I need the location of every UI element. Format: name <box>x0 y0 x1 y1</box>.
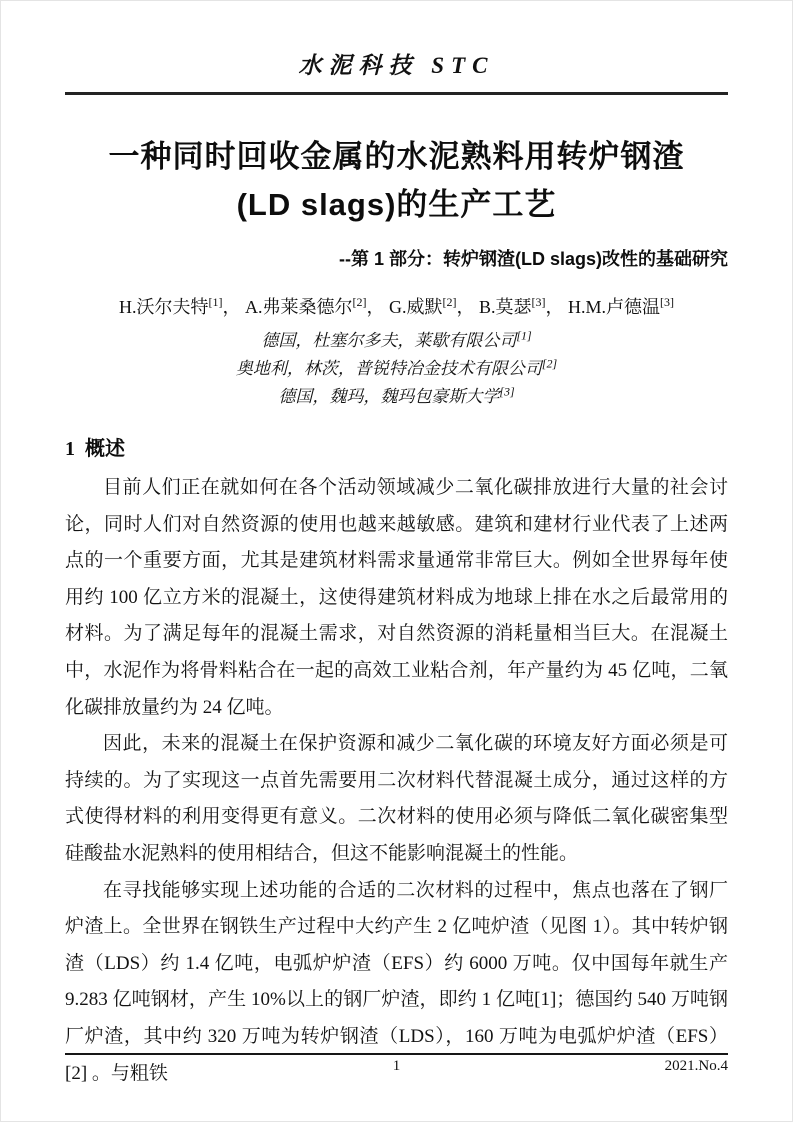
authors-line <box>65 295 728 319</box>
page-footer <box>65 1053 728 1079</box>
author-ref: [3] <box>660 295 675 309</box>
footer-row <box>65 1055 728 1074</box>
author-ref: [2] <box>442 295 457 309</box>
paragraph: 在寻找能够实现上述功能的合适的二次材料的过程中，焦点也落在了钢厂炉渣上。全世界在钢铁生产过程中大约产生 2 亿吨炉渣（见图 1）。其中转炉钢渣（LDS）约 1.4 亿吨，电弧炉炉渣（EFS）约 6000 万吨。仅中国每年就生产 9.283 亿吨钢材，产生 10%以上的钢厂炉渣，即约 1 亿吨[1]；德国约 540 万吨钢厂炉渣，其中约 320 万吨为转炉钢渣（LDS），160 万吨为电弧炉炉渣（EFS）[2] 。与粗铁 <box>65 879 728 1084</box>
author: H.沃尔夫特[1] <box>118 295 223 317</box>
journal-name: 水泥科技 STC <box>298 53 495 78</box>
author-separator: ， <box>545 297 564 317</box>
author-ref: [3] <box>531 295 546 309</box>
footer-page-number: 1 <box>392 1058 401 1074</box>
paragraph: 目前人们正在就如何在各个活动领域减少二氧化碳排放进行大量的社会讨论，同时人们对自然资源的使用也越来越敏感。建筑和建材行业代表了上述两点的一个重要方面，尤其是建筑材料需求量通常非常巨大。例如全世界每年使用约 100 亿立方米的混凝土，这使得建筑材料成为地球上排在水之后最常用的材料。为了满足每年的混凝土需求，对自然资源的消耗量相当巨大。在混凝土中，水泥作为将骨料粘合在一起的高效工业粘合剂，年产量约为 45 亿吨，二氧化碳排放量约为 24 亿吨。 <box>65 477 728 718</box>
footer-issue: 2021.No.4 <box>664 1058 728 1074</box>
affiliation-ref: [3] <box>499 384 515 399</box>
body-text <box>65 470 728 1092</box>
affiliation: 德国，杜塞尔多夫，莱歇有限公司[1] <box>261 328 532 350</box>
page-content <box>1 1 792 1092</box>
title-line-2: (LD slags)的生产工艺 <box>236 187 557 222</box>
author-separator: ， <box>222 297 241 317</box>
author: B.莫瑟[3] <box>478 295 546 317</box>
affiliation-ref: [2] <box>541 356 558 371</box>
section-heading <box>65 437 728 461</box>
section-title: 概述 <box>85 438 125 460</box>
author-separator: ， <box>366 297 385 317</box>
author-ref: [2] <box>352 295 367 309</box>
affiliations-block <box>65 327 728 411</box>
author: G.威默[2] <box>388 295 457 317</box>
paragraph: 因此，未来的混凝土在保护资源和减少二氧化碳的环境友好方面必须是可持续的。为了实现这一点首先需要用二次材料代替混凝土成分，通过这样的方式使得材料的利用变得更有意义。二次材料的使用必须与降低二氧化碳密集型硅酸盐水泥熟料的使用相结合，但这不能影响混凝土的性能。 <box>65 733 728 864</box>
author-ref: [1] <box>208 295 223 309</box>
affiliation: 奥地利，林茨，普锐特冶金技术有限公司[2] <box>235 356 558 378</box>
journal-header <box>65 1 728 95</box>
section-number: 1 <box>65 438 75 460</box>
document-title <box>65 133 728 229</box>
author: A.弗莱桑德尔[2] <box>244 295 367 317</box>
document-subtitle: --第 1 部分：转炉钢渣(LD slags)改性的基础研究 <box>338 249 728 269</box>
author: H.M.卢德温[3] <box>568 295 675 317</box>
affiliation: 德国，魏玛，魏玛包豪斯大学[3] <box>278 384 515 406</box>
affiliation-ref: [1] <box>516 328 532 343</box>
author-separator: ， <box>456 297 475 317</box>
title-line-1: 一种同时回收金属的水泥熟料用转炉钢渣 <box>108 139 685 174</box>
